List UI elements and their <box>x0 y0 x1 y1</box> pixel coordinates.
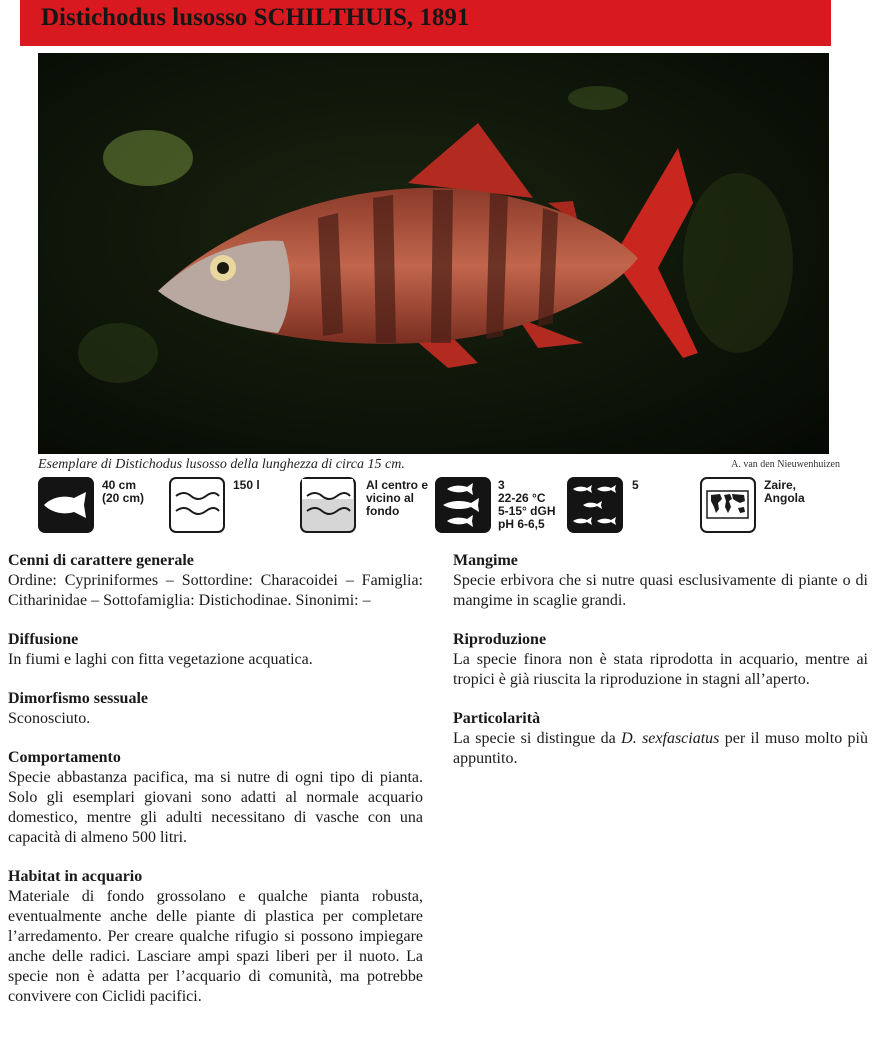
section-general <box>8 551 423 611</box>
world-map-icon <box>700 477 756 533</box>
swim-zone-text: Al centro e vicino al fondo <box>366 478 429 518</box>
left-column <box>8 551 423 1026</box>
section-heading: Dimorfismo sessuale <box>8 690 148 707</box>
section-food <box>453 551 868 611</box>
section-habitat <box>8 867 423 1007</box>
fish-photo <box>38 53 829 454</box>
section-text: La specie finora non è stata riprodotta in acquario, mentre ai tropici è già riuscita la riproduzione in stagni all’aperto. <box>453 651 868 688</box>
section-text: In fiumi e laghi con fitta vegetazione acquatica. <box>8 651 313 668</box>
section-heading: Particolarità <box>453 710 541 727</box>
section-text: Ordine: Cypriniformes – Sottordine: Characoidei – Famiglia: Citharinidae – Sottofamiglia: Distichodinae. Sinonimi: – <box>8 572 423 609</box>
water-parameters-icon <box>435 477 491 533</box>
title-bar <box>20 0 831 46</box>
section-behaviour <box>8 748 423 848</box>
section-heading: Mangime <box>453 552 518 569</box>
section-text: Specie abbastanza pacifica, ma si nutre di ogni tipo di pianta. Solo gli esemplari giovani sono adatti al normale acquario domestico, mentre gli adulti necessitano di vasche con una capacità di almeno 500 litri. <box>8 769 423 846</box>
difficulty-text: 5 <box>632 478 639 492</box>
fish-illustration <box>38 53 829 454</box>
section-text: Materiale di fondo grossolano e qualche pianta robusta, eventualmente anche delle piante di plastica per completare l’arredamento. Per creare qualche rifugio si possono impiegare anche delle radici. Lasciare ampi spazi liberi per il nuoto. La specie non è adatta per l’acquario di comunità, ma potrebbe convivere con Ciclidi pacifici. <box>8 888 423 1005</box>
right-column <box>453 551 868 788</box>
tank-volume-icon <box>169 477 225 533</box>
section-dimorphism <box>8 689 423 729</box>
section-text: La specie si distingue da D. sexfasciatus per il muso molto più appuntito. <box>453 730 869 767</box>
section-heading: Cenni di carattere generale <box>8 552 194 569</box>
page-title: Distichodus lusosso SCHILTHUIS, 1891 <box>41 4 470 31</box>
species-name: D. sexfasciatus <box>621 730 720 747</box>
photo-credit: A. van den Nieuwenhuizen <box>731 459 840 470</box>
photo-caption: Esemplare di Distichodus lusosso della lunghezza di circa 15 cm. <box>38 457 405 472</box>
section-heading: Riproduzione <box>453 631 547 648</box>
section-text: Specie erbivora che si nutre quasi esclusivamente di piante o di mangime in scaglie grandi. <box>453 572 868 609</box>
distribution-text: Zaire, Angola <box>764 478 805 505</box>
fish-size-text: 40 cm (20 cm) <box>102 478 145 505</box>
section-breeding <box>453 630 868 690</box>
fish-size-icon <box>38 477 94 533</box>
section-text: Sconosciuto. <box>8 710 91 727</box>
section-distribution <box>8 630 423 670</box>
water-parameters-text: 3 22-26 °C 5-15° dGH pH 6-6,5 <box>498 478 556 531</box>
section-heading: Comportamento <box>8 749 121 766</box>
section-heading: Habitat in acquario <box>8 868 143 885</box>
swim-zone-icon <box>300 477 356 533</box>
tank-volume-text: 150 l <box>233 478 260 492</box>
difficulty-icon <box>567 477 623 533</box>
section-particular <box>453 709 868 769</box>
section-heading: Diffusione <box>8 631 79 648</box>
